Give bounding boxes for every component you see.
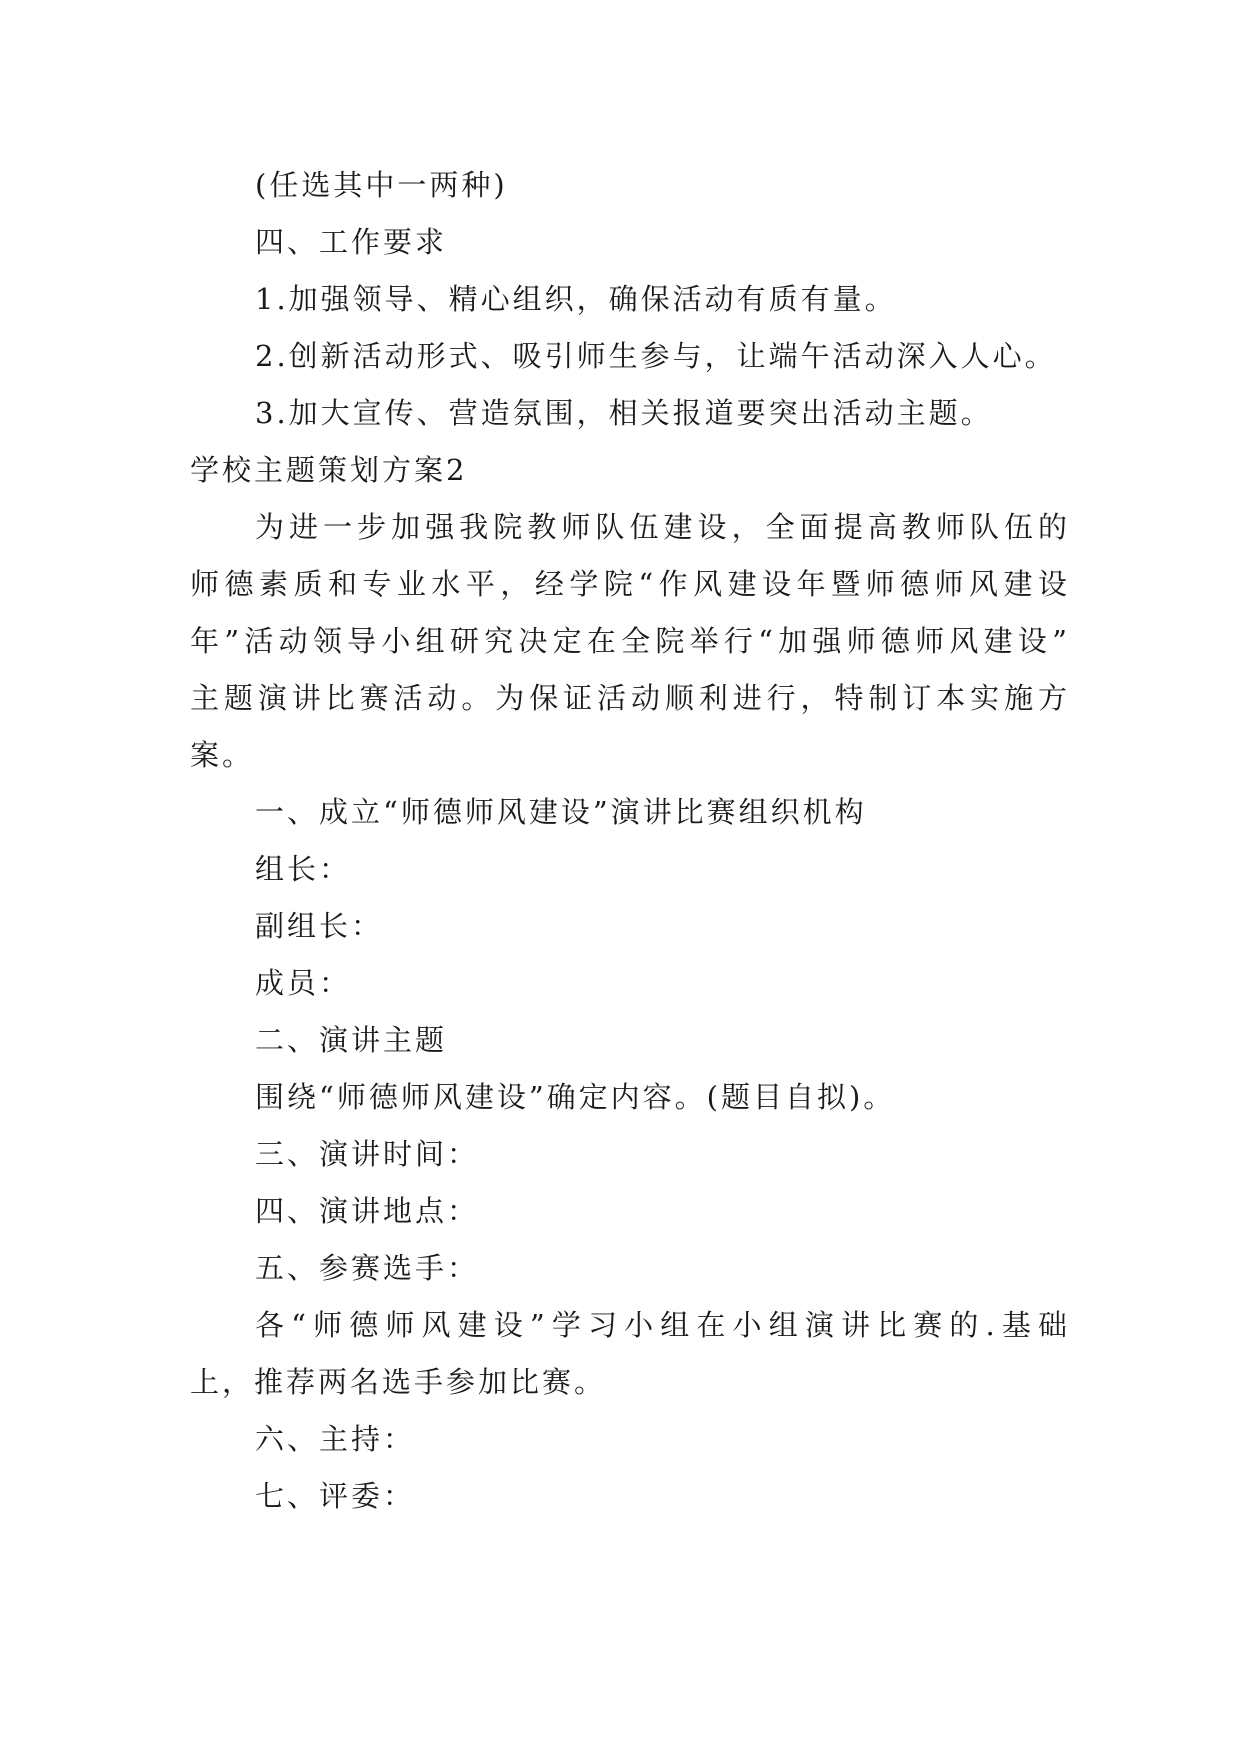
field-label: 副组长： (255, 909, 384, 943)
list-item: 1.加强领导、精心组织，确保活动有质有量。 (255, 282, 897, 316)
section-heading: 二、演讲主题 (255, 1023, 448, 1057)
list-item: 3.加大宣传、营造氛围，相关报道要突出活动主题。 (255, 396, 993, 430)
paragraph-line: 上，推荐两名选手参加比赛。 (190, 1365, 607, 1399)
document-title: 学校主题策划方案2 (190, 453, 468, 487)
section-heading: 五、参赛选手： (255, 1251, 480, 1285)
field-label: 成员： (255, 966, 352, 1000)
text-line: (任选其中一两种) (255, 168, 508, 202)
section-heading: 四、工作要求 (255, 225, 448, 259)
section-heading: 六、主持： (255, 1422, 416, 1456)
section-heading: 一、成立“师德师风建设”演讲比赛组织机构 (255, 795, 867, 829)
list-item: 2.创新活动形式、吸引师生参与，让端午活动深入人心。 (255, 339, 1057, 373)
paragraph-line: 为进一步加强我院教师队伍建设，全面提高教师队伍的 (255, 510, 1070, 544)
section-heading: 七、评委： (255, 1479, 416, 1513)
section-heading: 四、演讲地点： (255, 1194, 480, 1228)
paragraph-line: 年”活动领导小组研究决定在全院举行“加强师德师风建设” (190, 624, 1070, 658)
field-label: 组长： (255, 852, 352, 886)
paragraph-line: 师德素质和专业水平，经学院“作风建设年暨师德师风建设 (190, 567, 1070, 601)
paragraph-line: 案。 (190, 738, 255, 772)
paragraph-line: 各“师德师风建设”学习小组在小组演讲比赛的.基础 (255, 1308, 1070, 1342)
text-line: 围绕“师德师风建设”确定内容。(题目自拟)。 (255, 1080, 896, 1114)
paragraph-line: 主题演讲比赛活动。为保证活动顺利进行，特制订本实施方 (190, 681, 1070, 715)
section-heading: 三、演讲时间： (255, 1137, 480, 1171)
